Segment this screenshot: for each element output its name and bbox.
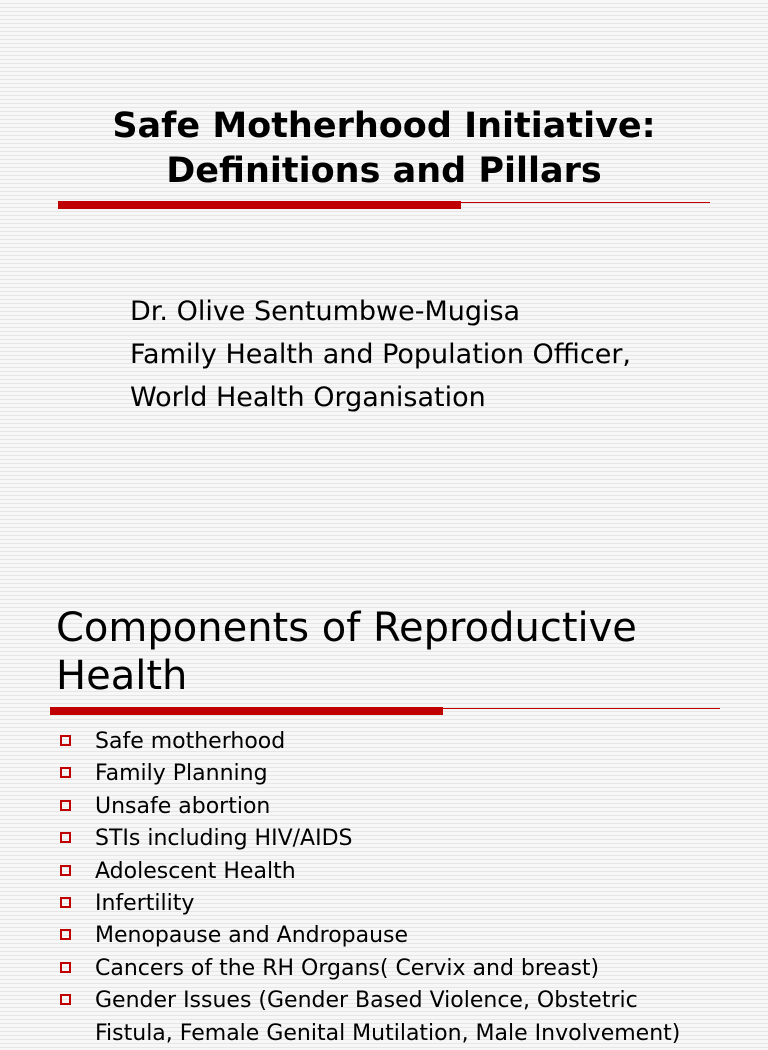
components-list bbox=[58, 726, 748, 1050]
list-item bbox=[58, 823, 748, 855]
rule-thick-segment bbox=[50, 707, 443, 715]
hollow-square-bullet-icon bbox=[60, 735, 71, 746]
author-organisation: World Health Organisation bbox=[130, 382, 486, 413]
title-line-1: Components of Reproductive bbox=[56, 605, 637, 651]
rule-thick-segment bbox=[58, 201, 461, 209]
title-underline-rule bbox=[50, 707, 720, 715]
list-item-text: STIs including HIV/AIDS bbox=[95, 826, 353, 852]
rule-thin-segment bbox=[461, 202, 710, 203]
title-line-1: Safe Motherhood Initiative: bbox=[112, 106, 656, 146]
title-underline-rule bbox=[58, 201, 710, 209]
rule-thin-segment bbox=[443, 708, 720, 709]
list-item-text: Menopause and Andropause bbox=[95, 923, 409, 949]
list-item-text: Infertility bbox=[95, 891, 195, 917]
hollow-square-bullet-icon bbox=[60, 929, 71, 940]
hollow-square-bullet-icon bbox=[60, 800, 71, 811]
list-item-text: Safe motherhood bbox=[95, 729, 286, 754]
list-item bbox=[58, 791, 748, 823]
hollow-square-bullet-icon bbox=[60, 767, 71, 778]
components-slide bbox=[0, 576, 768, 1046]
list-item bbox=[58, 758, 748, 790]
hollow-square-bullet-icon bbox=[60, 962, 71, 973]
list-item bbox=[58, 726, 748, 758]
list-item-text: Gender Issues (Gender Based Violence, Obstetric bbox=[95, 988, 638, 1014]
hollow-square-bullet-icon bbox=[60, 832, 71, 843]
list-item bbox=[58, 953, 748, 985]
author-position: Family Health and Population Officer, bbox=[130, 339, 632, 370]
hollow-square-bullet-icon bbox=[60, 897, 71, 908]
author-block bbox=[130, 290, 631, 419]
list-item-text: Family Planning bbox=[95, 761, 268, 787]
list-item-text: Adolescent Health bbox=[95, 858, 296, 884]
slide-title bbox=[56, 604, 736, 700]
list-item bbox=[58, 888, 748, 920]
list-item-text: Cancers of the RH Organs( Cervix and breast) bbox=[95, 955, 600, 981]
list-item bbox=[58, 985, 748, 1050]
slide-title bbox=[40, 104, 728, 194]
title-line-2: Definitions and Pillars bbox=[166, 151, 602, 191]
list-item-continuation: Fistula, Female Genital Mutilation, Male Involvement) bbox=[95, 1020, 681, 1046]
title-line-2: Health bbox=[56, 653, 188, 699]
hollow-square-bullet-icon bbox=[60, 994, 71, 1005]
hollow-square-bullet-icon bbox=[60, 865, 71, 876]
author-name: Dr. Olive Sentumbwe-Mugisa bbox=[130, 296, 521, 327]
list-item bbox=[58, 856, 748, 888]
list-item-text: Unsafe abortion bbox=[95, 793, 271, 819]
list-item bbox=[58, 920, 748, 952]
